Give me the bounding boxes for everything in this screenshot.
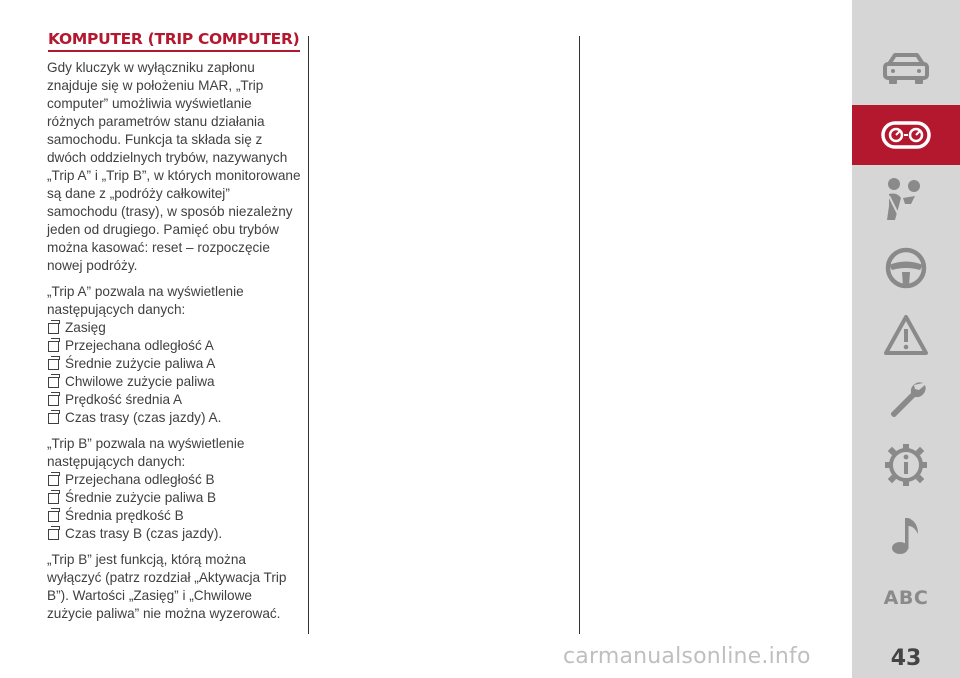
nav-multimedia[interactable] [852,505,960,565]
list-item: Chwilowe zużycie paliwa [47,373,301,391]
trip-a-intro: „Trip A” pozwala na wyświetlenie następujących danych: [47,284,244,317]
trip-b-intro: „Trip B” pozwala na wyświetlenie następujących danych: [47,436,245,469]
list-item: Przejechana odległość A [47,337,301,355]
watermark: carmanualsonline.info [563,644,811,669]
seatbelt-airbag-icon [881,176,931,224]
chapter-sidebar [852,0,960,678]
trip-b-section [47,435,301,543]
text-column [47,59,301,631]
wrench-icon [883,377,929,423]
list-item: Średnia prędkość B [47,507,301,525]
nav-emergency[interactable] [852,305,960,365]
column-divider [579,36,580,634]
checkbox-bullet-icon [48,323,59,334]
dashboard-gauges-icon [880,118,932,152]
nav-index[interactable] [852,568,960,628]
list-item: Zasięg [47,319,301,337]
checkbox-bullet-icon [48,529,59,540]
nav-starting-driving[interactable] [852,238,960,298]
nav-dashboard[interactable] [852,105,960,165]
nav-safety[interactable] [852,170,960,230]
checkbox-bullet-icon [48,377,59,388]
list-item: Prędkość średnia A [47,391,301,409]
steering-wheel-icon [884,246,928,290]
note-paragraph: „Trip B” jest funkcją, którą można wyłączyć (patrz rozdział „Aktywacja Trip B”). Wartości „Zasięg” i „Chwilowe zużycie paliwa” nie można wyzerować. [47,552,287,621]
list-item: Czas trasy B (czas jazdy). [47,525,301,543]
abc-index-label: ABC [883,587,929,609]
checkbox-bullet-icon [48,395,59,406]
list-item: Średnie zużycie paliwa B [47,489,301,507]
info-gear-icon [883,442,929,488]
list-item: Średnie zużycie paliwa A [47,355,301,373]
checkbox-bullet-icon [48,359,59,370]
warning-triangle-icon [882,313,930,357]
trip-a-section [47,283,301,427]
page-number: 43 [890,646,922,671]
nav-car[interactable] [852,40,960,100]
checkbox-bullet-icon [48,511,59,522]
nav-technical-data[interactable] [852,435,960,495]
intro-paragraph: Gdy kluczyk w wyłączniku zapłonu znajduje się w położeniu MAR, „Trip computer” umożliwia wyświetlanie różnych parametrów stanu działania samochodu. Funkcja ta składa się z dwóch oddzielnych trybów, nazywanych „Trip A” i „Trip B”, w których monitorowane są dane z „podróży całkowitej” samochodu (trasy), w sposób niezależny jeden od drugiego. Pamięć obu trybów można kasować: reset – rozpoczęcie nowej podróży. [47,60,301,273]
page-title: KOMPUTER (TRIP COMPUTER) [48,30,300,52]
car-icon [881,50,931,90]
checkbox-bullet-icon [48,413,59,424]
nav-maintenance[interactable] [852,370,960,430]
checkbox-bullet-icon [48,475,59,486]
music-note-icon [888,512,924,558]
list-item: Czas trasy (czas jazdy) A. [47,409,301,427]
checkbox-bullet-icon [48,341,59,352]
list-item: Przejechana odległość B [47,471,301,489]
column-divider [308,36,309,634]
checkbox-bullet-icon [48,493,59,504]
